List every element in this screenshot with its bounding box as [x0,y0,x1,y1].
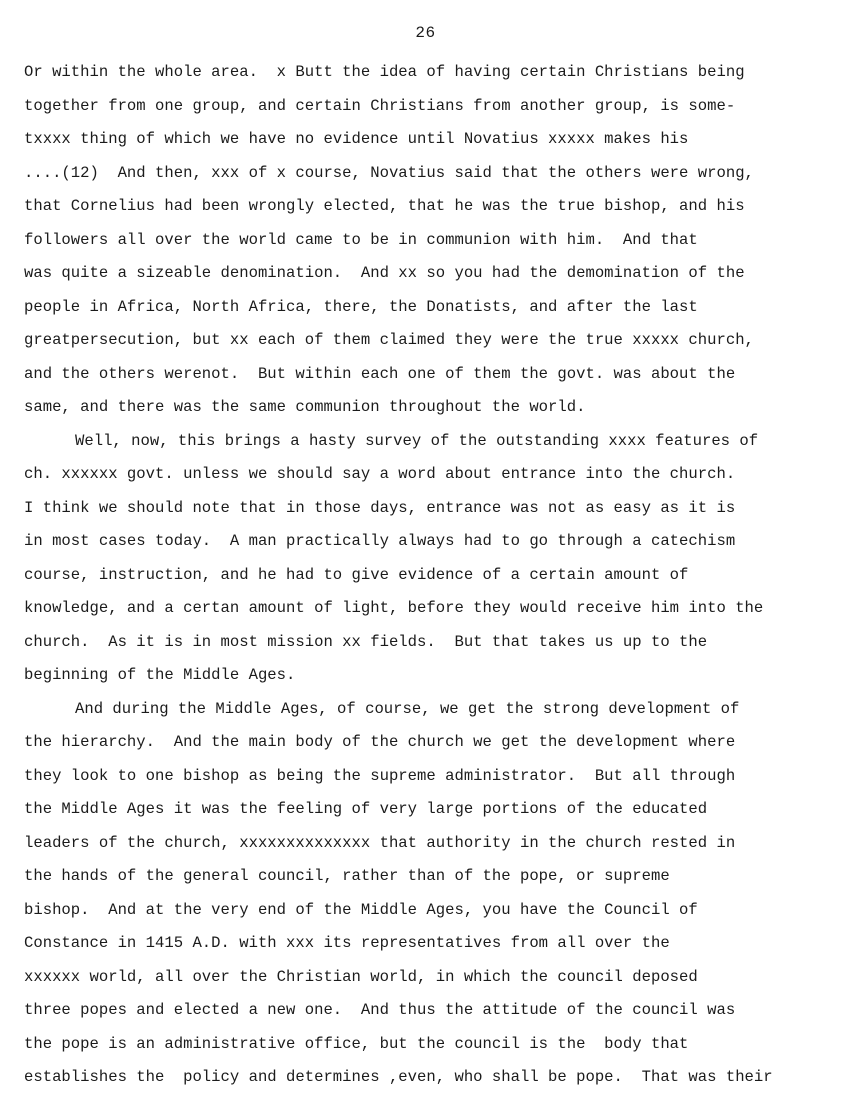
text-line: beginning of the Middle Ages. [24,666,296,684]
text-line: the pope is an administrative office, but the council is the body that [24,1034,689,1053]
text-line: ch. xxxxxx govt. unless we should say a word about entrance into the church. [24,465,736,483]
text-line: three popes and elected a new one. And thus the attitude of the council was [24,1001,736,1019]
text-line: the hierarchy. And the main body of the church we get the development where [24,733,736,751]
text-line: Constance in 1415 A.D. with xxx its representatives from all over the [24,934,670,952]
text-line: greatpersecution, but xx each of them claimed they were the true xxxxx church, [24,331,754,349]
text-line: bishop. And at the very end of the Middle Ages, you have the Council of [24,900,698,919]
text-line: together from one group, and certain Christians from another group, is some- [24,96,736,115]
paragraph-first-line: And during the Middle Ages, of course, we get the strong development of [75,699,740,718]
text-line: establishes the policy and determines ,even, who shall be pope. That was their [24,1068,773,1086]
text-line: was quite a sizeable denomination. And xx so you had the demomination of the [24,264,745,282]
text-line: and the others werenot. But within each one of them the govt. was about the [24,364,736,383]
text-line: Or within the whole area. x Butt the idea of having certain Christians being [24,63,745,81]
text-line: that Cornelius had been wrongly elected, that he was the true bishop, and his [24,197,745,215]
text-line: church. As it is in most mission xx fields. But that takes us up to the [24,632,708,651]
text-line: they look to one bishop as being the supreme administrator. But all through [24,766,736,785]
text-line: course, instruction, and he had to give evidence of a certain amount of [24,565,689,584]
text-line: leaders of the church, xxxxxxxxxxxxxx that authority in the church rested in [24,833,736,852]
text-line: ....(12) And then, xxx of x course, Novatius said that the others were wrong, [24,163,754,182]
text-line: txxxx thing of which we have no evidence until Novatius xxxxx makes his [24,130,689,148]
text-line: people in Africa, North Africa, there, the Donatists, and after the last [24,297,698,316]
page-number: 26 [415,24,436,42]
body-text [24,56,839,1095]
text-line: followers all over the world came to be in communion with him. And that [24,230,698,249]
text-line: same, and there was the same communion throughout the world. [24,398,586,416]
text-line: I think we should note that in those days, entrance was not as easy as it is [24,498,736,517]
text-line: in most cases today. A man practically always had to go through a catechism [24,532,736,550]
paragraph-first-line: Well, now, this brings a hasty survey of the outstanding xxxx features of [75,431,759,450]
text-line: knowledge, and a certan amount of light, before they would receive him into the [24,599,764,617]
text-line: xxxxxx world, all over the Christian world, in which the council deposed [24,967,698,986]
text-line: the Middle Ages it was the feeling of very large portions of the educated [24,800,708,818]
text-line: the hands of the general council, rather than of the pope, or supreme [24,867,670,885]
